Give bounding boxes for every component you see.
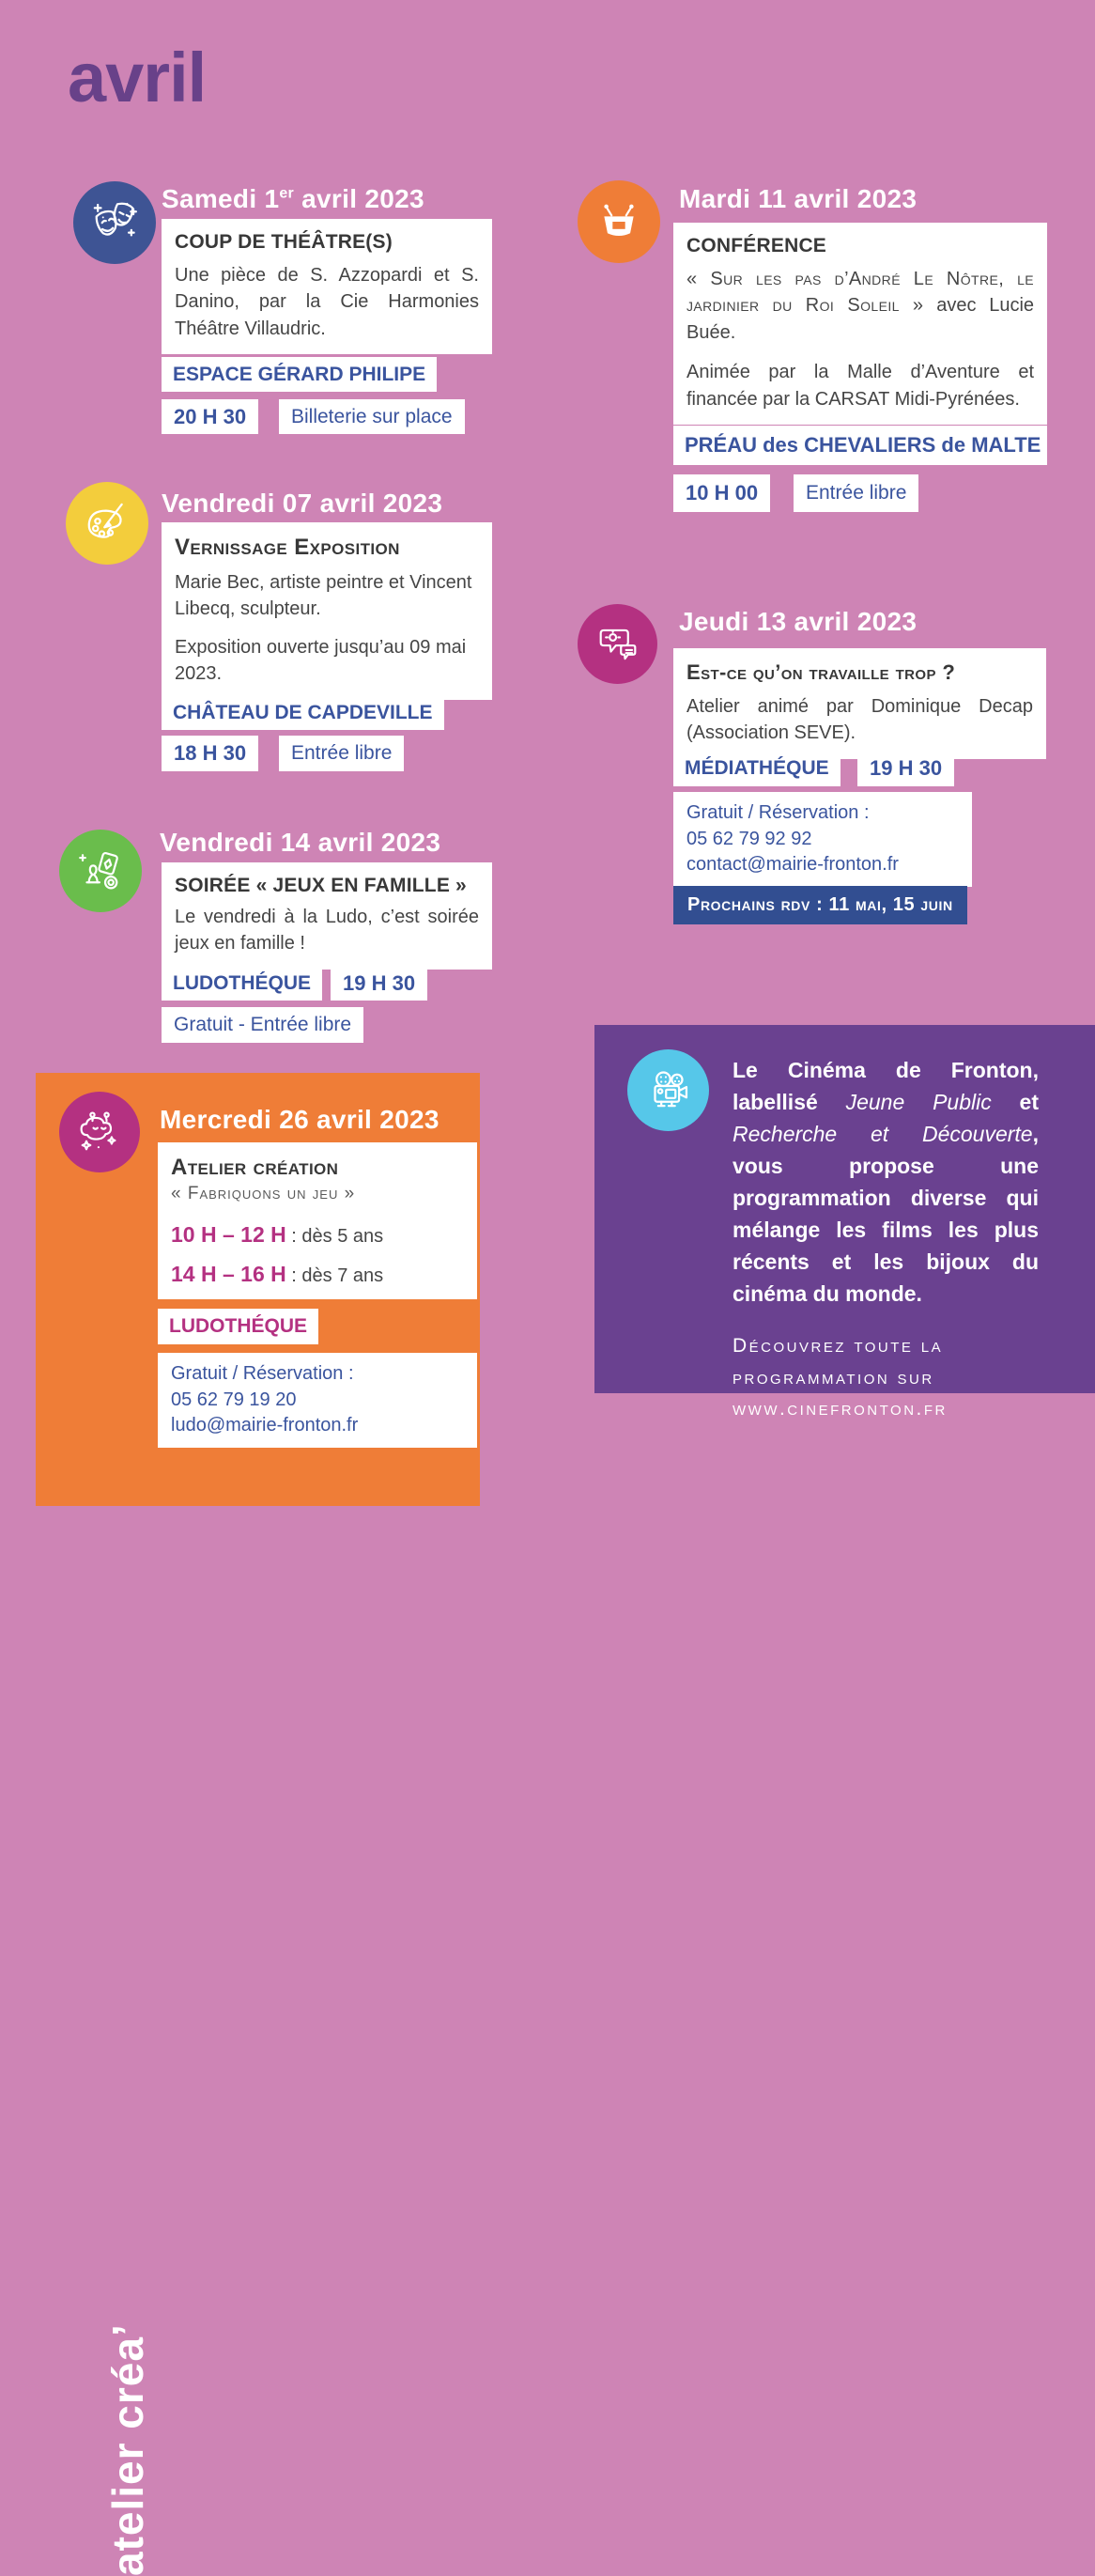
travail-contact-phone: 05 62 79 92 92 <box>686 828 812 849</box>
event-theatre-note: Billeterie sur place <box>279 399 465 434</box>
event-atelier-card <box>158 1142 477 1299</box>
atelier-contact-phone: 05 62 79 19 20 <box>171 1389 297 1410</box>
cinema-footer <box>733 1330 1039 1425</box>
event-theatre-venue: ESPACE GÉRARD PHILIPE <box>162 357 437 392</box>
travail-contact-line: Gratuit / Réservation : <box>686 802 870 823</box>
discussion-bulb-icon <box>578 604 657 684</box>
cinema-paragraph: Le Cinéma de Fronton, labellisé Jeune Public et Recherche et Découverte, vous propose une programmation diverse qui mélange les films les plus récents et les bijoux du cinéma du monde. <box>733 1058 1040 1307</box>
event-atelier-date: Mercredi 26 avril 2023 <box>160 1105 440 1134</box>
event-atelier-title: Atelier création <box>171 1155 339 1180</box>
event-jeux-note: Gratuit - Entrée libre <box>162 1007 363 1043</box>
event-atelier-subtitle: « Fabriquons un jeu » <box>171 1184 356 1203</box>
travail-contact-email: contact@mairie-fronton.fr <box>686 854 899 876</box>
event-atelier-contact <box>158 1353 477 1448</box>
cinema-footer-line: Découvrez toute la <box>733 1335 944 1358</box>
palette-icon <box>66 482 148 565</box>
event-atelier-slot-1: 10 H – 12 H : dès 5 ans <box>171 1222 384 1247</box>
event-vernissage-description-2: Exposition ouverte jusqu’au 09 mai 2023. <box>175 636 467 685</box>
event-theatre-description: Une pièce de S. Azzopardi et S. Danino, par la Cie Harmonies Théâtre Villaudric. <box>175 265 479 339</box>
event-travail-contact <box>673 792 972 887</box>
next-dates-banner: Prochains rdv : 11 mai, 15 juin <box>673 886 967 924</box>
cinema-footer-line: programmation sur <box>733 1366 934 1389</box>
game-pieces-icon <box>59 830 142 912</box>
event-conference-time: 10 H 00 <box>673 474 770 512</box>
atelier-contact-line: Gratuit / Réservation : <box>171 1363 354 1384</box>
theater-masks-icon <box>73 181 156 264</box>
cinema-text-block <box>733 1054 1039 1425</box>
event-vernissage-date: Vendredi 07 avril 2023 <box>162 489 443 518</box>
event-conference-note: Entrée libre <box>794 474 918 512</box>
event-atelier-venue: LUDOTHÉQUE <box>158 1309 318 1344</box>
event-conference-card <box>673 223 1047 425</box>
event-vernissage-note: Entrée libre <box>279 736 404 771</box>
event-travail-title: Est-ce qu’on travaille trop ? <box>686 660 956 684</box>
event-jeux-date: Vendredi 14 avril 2023 <box>160 828 441 857</box>
event-conference-title: CONFÉRENCE <box>686 235 827 256</box>
event-travail-card <box>673 648 1046 759</box>
event-travail-time: 19 H 30 <box>857 750 954 786</box>
event-conference-description-2: Animée par la Malle d’Aventure et financée par la CARSAT Midi-Pyrénées. <box>686 362 1034 410</box>
event-conference-date: Mardi 11 avril 2023 <box>679 184 918 213</box>
craft-cloud-icon <box>59 1092 140 1172</box>
atelier-contact-email: ludo@mairie-fronton.fr <box>171 1415 359 1436</box>
event-travail-venue: MÉDIATHÉQUE <box>673 750 841 786</box>
atelier-side-label: atelier créa’ <box>103 2323 152 2576</box>
event-theatre-card <box>162 219 492 354</box>
event-vernissage-card <box>162 522 492 700</box>
event-jeux-card <box>162 862 492 970</box>
event-vernissage-venue: CHÂTEAU DE CAPDEVILLE <box>162 695 444 730</box>
event-theatre-date: Samedi 1er avril 2023 <box>162 184 424 213</box>
event-jeux-description: Le vendredi à la Ludo, c’est soirée jeux en famille ! <box>175 907 479 954</box>
lectern-icon <box>578 180 660 263</box>
movie-camera-icon <box>627 1049 709 1131</box>
event-atelier-slot-2: 14 H – 16 H : dès 7 ans <box>171 1262 384 1286</box>
event-travail-description: Atelier animé par Dominique Decap (Association SEVE). <box>686 696 1033 744</box>
event-vernissage-description: Marie Bec, artiste peintre et Vincent Libecq, sculpteur. <box>175 572 472 620</box>
event-jeux-time: 19 H 30 <box>331 966 427 1001</box>
event-jeux-title: SOIRÉE « JEUX EN FAMILLE » <box>175 875 467 896</box>
event-travail-date: Jeudi 13 avril 2023 <box>679 607 918 636</box>
event-conference-venue: PRÉAU des CHEVALIERS de MALTE <box>673 426 1047 465</box>
month-logo: avril <box>68 39 207 116</box>
event-jeux-venue: LUDOTHÉQUE <box>162 966 322 1001</box>
event-conference-description: « Sur les pas d’André Le Nôtre, le jardinier du Roi Soleil » avec Lucie Buée. <box>686 269 1035 343</box>
event-vernissage-time: 18 H 30 <box>162 736 258 771</box>
event-theatre-time: 20 H 30 <box>162 399 258 434</box>
event-theatre-title: COUP DE THÉÂTRE(S) <box>175 231 393 253</box>
cinema-website: www.cinefronton.fr <box>733 1398 948 1420</box>
event-vernissage-title: Vernissage Exposition <box>175 535 400 560</box>
